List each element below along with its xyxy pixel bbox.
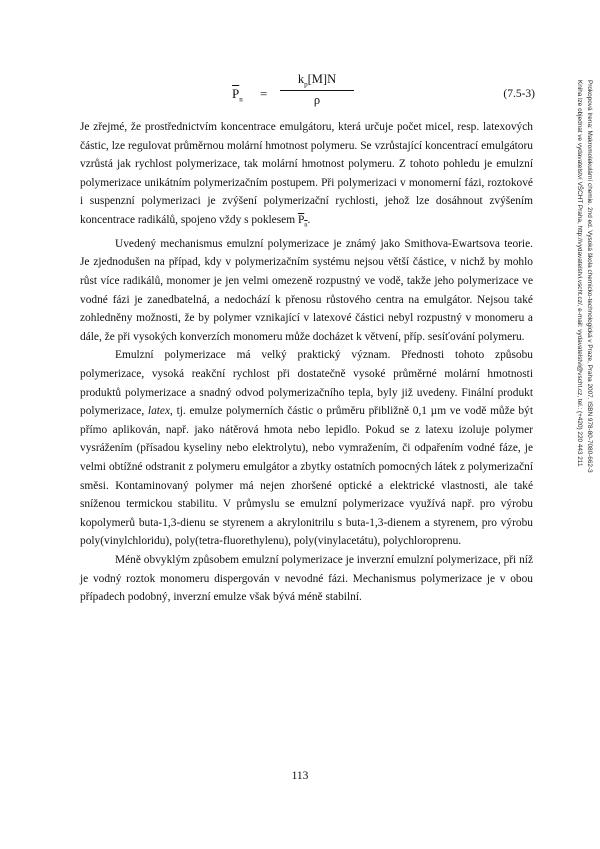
equation-lhs [232, 86, 243, 104]
equation-7-5-3 [80, 68, 535, 118]
sidebar-citation-text [574, 80, 594, 600]
paragraph-3-text-b: , tj. emulze polymerních částic o průměru přibližně 0,1 µm ve vodě může být přímo aplikován, např. jako nátěrová hmota nebo lepidlo. Pokud se z latexu izoluje polymer vysrážením (přísadou kyseliny nebo elektrolytu), nebo vymražením, či odpařením vodné fáze, je velmi obtížné odstranit z polymeru emulgátor a zbytky ostatních pomocných látek z polymerizační směsi. Kontaminovaný polymer má nejen zhoršené optické a elektrické vlastnosti, ale také sníženou termickou stabilitu. V průmyslu se emulzní polymerizace využívá např. pro výrobu kopolymerů buta-1,3-dienu se styrenem a akrylonitrilu s buta-1,3-dienem a styrenem, pro výrobu poly(vinylchloridu), poly(tetra-fluorethylenu), poly(vinylacetátu), polychloroprenu. [80, 405, 533, 548]
paragraph-4: Méně obvyklým způsobem emulzní polymerizace je inverzní emulzní polymerizace, při níž je vodný roztok monomeru dispergován v nevodné fázi. Mechanismus polymerizace je v obou případech podobný, inverzní emulze však bývá méně stabilní. [80, 553, 533, 604]
paragraph-1-end: . [307, 213, 311, 226]
body-text [80, 118, 533, 607]
equation-numerator-sub: p [304, 80, 308, 89]
equation-formula [232, 72, 392, 116]
sidebar-line-1: Prokopová Irena: Makromolekulární chemie. 2nd ed. Vysoká škola chemicko-technologická v Praze, Praha 2007. ISBN 978-80-7080-662-3 [586, 80, 593, 473]
paragraph-3-latex: latex [147, 405, 171, 418]
equation-lhs-symbol: $\overline{P}$ [232, 86, 240, 101]
equation-numerator-rest: [M]N [307, 72, 337, 86]
equation-equals: = [260, 86, 268, 101]
equation-denominator: ρ [313, 92, 321, 107]
sidebar-line-2: Kniha lze objednat ve vydavatelství VŠCHT Praha, http://vydavatelstvi.vscht.cz/, e-mail: vydavatelstvi@vscht.cz, tel.: (+420) 220 443 211 [576, 80, 583, 467]
paragraph-1 [80, 118, 533, 235]
paragraph-1-text: Je zřejmé, že prostřednictvím koncentrace emulgátoru, která určuje počet micel, resp. latexových částic, lze regulovat průměrnou molární hmotnost polymeru. Se vzrůstající koncentrací emulgátoru vzrůstá jak rychlost polymerizace, tak molární hmotnost polymeru. Z tohoto pohledu je emulzní polymerizace unikátním polymerizačním postupem. Při polymerizaci v monomerní fázi, roztokové i suspenzní polymerizaci je zvýšení polymerizační rychlosti, jehož lze dosáhnout zvýšením koncentrace radikálů, spojeno vždy s poklesem [80, 121, 533, 226]
paragraph-3-text-a: Emulzní polymerizace má velký praktický význam. Přednosti tohoto způsobu polymerizace, vysoká reakční rychlost při dostatečně vysoké průměrné molární hmotnosti produktů polymerizace a snadný odvod polymerizačního tepla, byly již uvedeny. Finální produkt polymerizace, [80, 349, 533, 418]
equation-numerator-k: k [297, 72, 305, 86]
sidebar-citation [550, 80, 600, 600]
paragraph-3 [80, 346, 533, 551]
equation-fraction [280, 72, 354, 108]
paragraph-1-symbol-letter: P [297, 213, 305, 226]
page-number: 113 [291, 770, 309, 782]
paragraph-1-symbol-sub: n [304, 221, 308, 229]
paragraph-1-symbol [297, 213, 308, 229]
fraction-line [280, 90, 354, 91]
equation-lhs-subscript: n [239, 95, 243, 104]
equation-numerator [280, 72, 354, 89]
equation-number: (7.5-3) [503, 88, 535, 100]
paragraph-2: Uvedený mechanismus emulzní polymerizace je známý jako Smithova-Ewartsova teorie. Je zjednodušen na případ, kdy v polymerizačním systému nejsou větší částice, v nichž by mohlo růst více radikálů, monomer je jen velmi omezeně rozpustný ve vodě, takže jeho polymerizace ve vodné fázi je zanedbatelná, a nedochází k přenosu růstového centra na emulgátor. Nejsou také zohledněny možnosti, že by polymer vznikající v latexové částici nebyl rozpustný v monomeru a dále, že při vysokých konverzích monomeru může docházet k větvení, příp. sesíťování polymeru. [80, 237, 533, 343]
